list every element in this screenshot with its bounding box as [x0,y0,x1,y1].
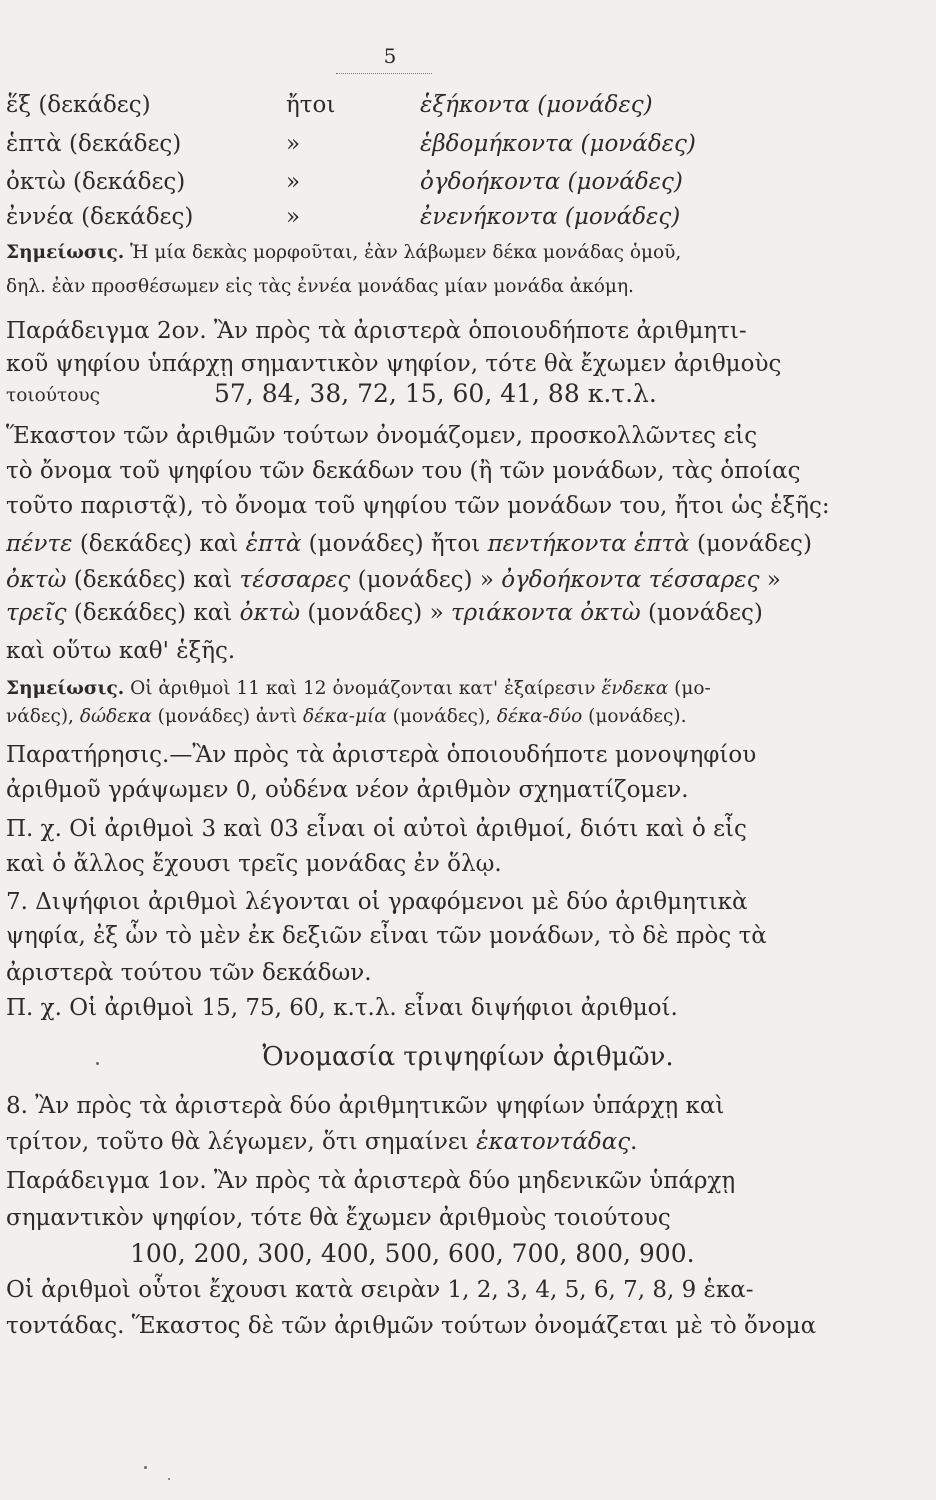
note-label: Σημείωσις. [6,678,125,699]
table-row [0,92,936,122]
note-line [6,242,681,263]
note-line [6,706,686,727]
separator-cell: ἤτοι [286,92,336,118]
note-text: Ἡ μία δεκὰς μορφοῦται, ἐὰν λάβωμεν δέκα μονάδας ὁμοῦ, [130,242,682,263]
word: » [759,567,781,593]
tens-cell: ἐννέα (δεκάδες) [6,204,194,230]
paragraph-line: καὶ οὕτω καθ' ἑξῆς. [6,638,236,664]
separator-cell: » [286,131,301,157]
paper-speck [96,1062,99,1065]
word: (μονάδες) » [350,567,502,593]
paragraph-line [6,567,781,593]
table-row [0,131,936,161]
remark-line: ἀριθμοῦ γράψωμεν 0, οὐδένα νέον ἀριθμὸν σχηματίζομεν. [6,777,689,803]
word: (μονάδες) » [300,600,451,626]
word: ἑπτὰ [245,531,302,557]
table-row [0,204,936,234]
page-number: 5 [383,44,397,68]
word: (μονάδες) ἤτοι [301,531,488,557]
example-line: Π. χ. Οἱ ἀριθμοὶ 3 καὶ 03 εἶναι οἱ αὐτοὶ ἀριθμοί, διότι καὶ ὁ εἷς [6,816,747,842]
example-numbers: 100, 200, 300, 400, 500, 600, 700, 800, 900. [130,1239,695,1268]
word: νάδες), [6,706,80,727]
result-cell: ἐνενήκοντα (μονάδες) [420,204,681,230]
word: ἕνδεκα [601,678,669,699]
word: τέσσαρες [239,567,351,593]
section-7-line: ἀριστερὰ τούτου τῶν δεκάδων. [6,960,372,986]
header-rule [336,73,432,74]
tens-cell: ἕξ (δεκάδες) [6,92,151,118]
word: ὀγδοήκοντα τέσσαρες [501,567,760,593]
word: . [630,1129,638,1155]
result-cell: ἑξήκοντα (μονάδες) [420,92,653,118]
table-row [0,169,936,199]
section-7-line: ψηφία, ἐξ ὧν τὸ μὲν ἐκ δεξιῶν εἶναι τῶν μονάδων, τὸ δὲ πρὸς τὰ [6,923,767,949]
separator-cell: » [286,204,301,230]
paragraph-line: τοῦτο παριστᾷ), τὸ ὄνομα τοῦ ψηφίου τῶν μονάδων του, ἤτοι ὡς ἑξῆς: [6,493,830,519]
section-7-line: Π. χ. Οἱ ἀριθμοὶ 15, 75, 60, κ.τ.λ. εἶναι διψήφιοι ἀριθμοί. [6,995,678,1021]
remark-line: Παρατήρησις.—Ἂν πρὸς τὰ ἀριστερὰ ὁποιουδήποτε μονοψηφίου [6,742,757,768]
word: τρεῖς [6,600,67,626]
word: ὀκτὼ [239,600,301,626]
example-line: σημαντικὸν ψηφίον, τότε θὰ ἔχωμεν ἀριθμοὺς τοιούτους [6,1205,671,1231]
example-line: Παράδειγμα 2ον. Ἂν πρὸς τὰ ἀριστερὰ ὁποιουδήποτε ἀριθμητι- [6,318,747,344]
example-line: Οἱ ἀριθμοὶ οὗτοι ἔχουσι κατὰ σειρὰν 1, 2, 3, 4, 5, 6, 7, 8, 9 ἑκα- [6,1277,754,1303]
word: (μονάδες), [386,706,497,727]
example-line: τοντάδας. Ἕκαστος δὲ τῶν ἀριθμῶν τούτων ὀνομάζεται μὲ τὸ ὄνομα [6,1313,817,1339]
section-8-line: 8. Ἂν πρὸς τὰ ἀριστερὰ δύο ἀριθμητικῶν ψηφίων ὑπάρχῃ καὶ [6,1093,725,1119]
paragraph-line: Ἕκαστον τῶν ἀριθμῶν τούτων ὀνομάζομεν, προσκολλῶντες εἰς [6,423,758,449]
example-line: κοῦ ψηφίου ὑπάρχῃ σημαντικὸν ψηφίον, τότε θὰ ἔχωμεν ἀριθμοὺς [6,351,782,377]
paper-speck [168,1478,170,1480]
word: δέκα-δύο [496,706,583,727]
note-label: Σημείωσις. [6,242,125,263]
word: (δεκάδες) καὶ [66,600,240,626]
result-cell: ἑβδομήκοντα (μονάδες) [420,131,696,157]
word: (μονάδες) [640,600,763,626]
word: πέντε [6,531,73,557]
word: ἑκατοντάδας [476,1129,631,1155]
word: πεντήκοντα ἑπτὰ [487,531,690,557]
word: (δεκάδες) καὶ [66,567,240,593]
separator-cell: » [286,169,301,195]
word: τρίτον, τοῦτο θὰ λέγωμεν, ὅτι σημαίνει [6,1129,477,1155]
tens-cell: ὀκτὼ (δεκάδες) [6,169,186,195]
word: (μονάδες) [689,531,812,557]
note-line: δηλ. ἐὰν προσθέσωμεν εἰς τὰς ἐννέα μονάδας μίαν μονάδα ἀκόμη. [6,276,634,297]
result-cell: ὀγδοήκοντα (μονάδες) [420,169,683,195]
example-line: καὶ ὁ ἄλλος ἔχουσι τρεῖς μονάδας ἐν ὅλῳ. [6,851,502,877]
section-8-line [6,1129,637,1155]
word: τριάκοντα ὀκτὼ [450,600,641,626]
word: Οἱ ἀριθμοὶ 11 καὶ 12 ὀνομάζονται κατ' ἐξαίρεσιν [124,678,602,699]
paragraph-line [6,531,812,557]
word: (μονάδες) ἀντὶ [151,706,304,727]
section-7-line: 7. Διψήφιοι ἀριθμοὶ λέγονται οἱ γραφόμενοι μὲ δύο ἀριθμητικὰ [6,889,748,915]
word: (δεκάδες) καὶ [72,531,246,557]
example-numbers: 57, 84, 38, 72, 15, 60, 41, 88 κ.τ.λ. [214,379,657,408]
paper-speck [144,1466,147,1469]
paragraph-line: τὸ ὄνομα τοῦ ψηφίου τῶν δεκάδων του (ἢ τῶν μονάδων, τὰς ὁποίας [6,458,801,484]
word: (μο- [668,678,711,699]
word: (μονάδες). [582,706,687,727]
section-heading: Ὀνομασία τριψηφίων ἀριθμῶν. [262,1042,674,1072]
tens-cell: ἑπτὰ (δεκάδες) [6,131,182,157]
example-line: Παράδειγμα 1ον. Ἂν πρὸς τὰ ἀριστερὰ δύο μηδενικῶν ὑπάρχῃ [6,1168,736,1194]
word: ὀκτὼ [6,567,67,593]
paragraph-line [6,600,763,626]
word: δέκα-μία [303,706,387,727]
example-label: τοιούτους [6,385,100,406]
word: δώδεκα [79,706,152,727]
note-line [6,678,711,699]
